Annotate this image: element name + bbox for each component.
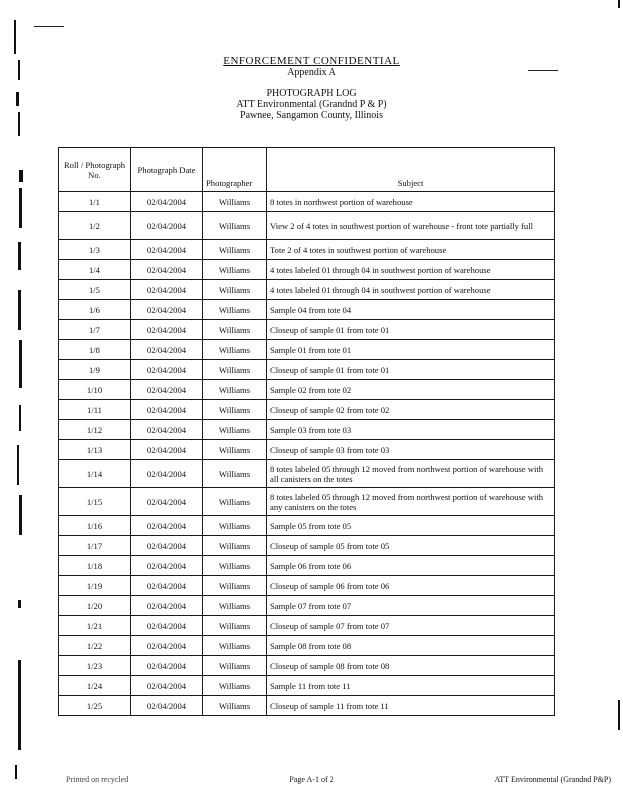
cell-photographer: Williams [203, 300, 267, 320]
cell-photographer: Williams [203, 240, 267, 260]
appendix-label: Appendix A [287, 67, 336, 78]
cell-subject: Closeup of sample 03 from tote 03 [267, 440, 555, 460]
header-rule [528, 70, 558, 71]
table-row [59, 400, 555, 420]
cell-photographer: Williams [203, 320, 267, 340]
cell-roll: 1/15 [59, 488, 131, 516]
cell-photographer: Williams [203, 556, 267, 576]
cell-roll: 1/2 [59, 212, 131, 240]
cell-roll: 1/5 [59, 280, 131, 300]
header-roll: Roll / Photograph No. [59, 148, 131, 192]
cell-roll: 1/25 [59, 696, 131, 716]
cell-roll: 1/1 [59, 192, 131, 212]
table-row [59, 536, 555, 556]
cell-subject: Sample 08 from tote 08 [267, 636, 555, 656]
table-row [59, 320, 555, 340]
cell-date: 02/04/2004 [131, 556, 203, 576]
log-title: PHOTOGRAPH LOG [266, 88, 357, 99]
cell-subject: Closeup of sample 05 from tote 05 [267, 536, 555, 556]
cell-subject: 8 totes labeled 05 through 12 moved from northwest portion of warehouse with any canisters on the totes [267, 488, 555, 516]
photo-log-table-wrap [58, 147, 554, 716]
page-number: Page A-1 of 2 [289, 775, 334, 784]
table-row [59, 576, 555, 596]
site-location: Pawnee, Sangamon County, Illinois [240, 110, 383, 121]
cell-date: 02/04/2004 [131, 300, 203, 320]
cell-subject: Closeup of sample 08 from tote 08 [267, 656, 555, 676]
cell-photographer: Williams [203, 536, 267, 556]
table-row [59, 360, 555, 380]
cell-subject: Sample 07 from tote 07 [267, 596, 555, 616]
table-row [59, 212, 555, 240]
cell-date: 02/04/2004 [131, 212, 203, 240]
header-photographer: Photographer [203, 148, 267, 192]
cell-photographer: Williams [203, 192, 267, 212]
cell-date: 02/04/2004 [131, 320, 203, 340]
table-header-row [59, 148, 555, 192]
cell-date: 02/04/2004 [131, 400, 203, 420]
cell-subject: Closeup of sample 02 from tote 02 [267, 400, 555, 420]
cell-roll: 1/22 [59, 636, 131, 656]
table-row [59, 420, 555, 440]
table-row [59, 656, 555, 676]
cell-subject: Sample 06 from tote 06 [267, 556, 555, 576]
cell-date: 02/04/2004 [131, 536, 203, 556]
scan-edge-marks-left [12, 20, 26, 780]
cell-roll: 1/7 [59, 320, 131, 340]
cell-date: 02/04/2004 [131, 488, 203, 516]
cell-date: 02/04/2004 [131, 516, 203, 536]
table-row [59, 556, 555, 576]
table-row [59, 280, 555, 300]
corner-rule [34, 26, 64, 27]
cell-roll: 1/9 [59, 360, 131, 380]
table-row [59, 260, 555, 280]
cell-roll: 1/12 [59, 420, 131, 440]
cell-roll: 1/20 [59, 596, 131, 616]
table-row [59, 340, 555, 360]
cell-date: 02/04/2004 [131, 260, 203, 280]
cell-roll: 1/6 [59, 300, 131, 320]
cell-date: 02/04/2004 [131, 420, 203, 440]
table-row [59, 460, 555, 488]
table-row [59, 696, 555, 716]
table-row [59, 488, 555, 516]
footer-site-name: ATT Environmental (Grandnd P&P) [494, 775, 611, 784]
cell-photographer: Williams [203, 656, 267, 676]
cell-photographer: Williams [203, 212, 267, 240]
cell-date: 02/04/2004 [131, 192, 203, 212]
cell-roll: 1/13 [59, 440, 131, 460]
cell-photographer: Williams [203, 420, 267, 440]
cell-roll: 1/14 [59, 460, 131, 488]
cell-subject: Sample 01 from tote 01 [267, 340, 555, 360]
cell-photographer: Williams [203, 460, 267, 488]
cell-photographer: Williams [203, 516, 267, 536]
cell-subject: Sample 05 from tote 05 [267, 516, 555, 536]
cell-date: 02/04/2004 [131, 696, 203, 716]
footer-left-note: Printed on recycled [66, 775, 129, 784]
cell-photographer: Williams [203, 260, 267, 280]
cell-subject: Closeup of sample 06 from tote 06 [267, 576, 555, 596]
table-row [59, 440, 555, 460]
cell-photographer: Williams [203, 400, 267, 420]
photo-log-table [58, 147, 555, 716]
table-row [59, 636, 555, 656]
cell-date: 02/04/2004 [131, 340, 203, 360]
cell-photographer: Williams [203, 636, 267, 656]
cell-date: 02/04/2004 [131, 380, 203, 400]
cell-photographer: Williams [203, 488, 267, 516]
table-row [59, 192, 555, 212]
table-row [59, 676, 555, 696]
cell-date: 02/04/2004 [131, 440, 203, 460]
cell-subject: Closeup of sample 01 from tote 01 [267, 320, 555, 340]
cell-roll: 1/3 [59, 240, 131, 260]
cell-roll: 1/8 [59, 340, 131, 360]
cell-roll: 1/24 [59, 676, 131, 696]
cell-subject: 4 totes labeled 01 through 04 in southwest portion of warehouse [267, 260, 555, 280]
cell-subject: 8 totes labeled 05 through 12 moved from northwest portion of warehouse with all canisters on the totes [267, 460, 555, 488]
cell-photographer: Williams [203, 576, 267, 596]
cell-date: 02/04/2004 [131, 576, 203, 596]
cell-photographer: Williams [203, 380, 267, 400]
table-row [59, 616, 555, 636]
cell-subject: 8 totes in northwest portion of warehouse [267, 192, 555, 212]
cell-roll: 1/19 [59, 576, 131, 596]
cell-date: 02/04/2004 [131, 676, 203, 696]
cell-roll: 1/11 [59, 400, 131, 420]
confidential-label: ENFORCEMENT CONFIDENTIAL [223, 55, 400, 67]
cell-roll: 1/18 [59, 556, 131, 576]
document-header [0, 56, 623, 121]
cell-photographer: Williams [203, 280, 267, 300]
header-date: Photograph Date [131, 148, 203, 192]
cell-subject: Closeup of sample 11 from tote 11 [267, 696, 555, 716]
cell-subject: Sample 11 from tote 11 [267, 676, 555, 696]
table-row [59, 380, 555, 400]
cell-date: 02/04/2004 [131, 656, 203, 676]
cell-subject: Sample 04 from tote 04 [267, 300, 555, 320]
cell-roll: 1/4 [59, 260, 131, 280]
cell-photographer: Williams [203, 440, 267, 460]
site-name: ATT Environmental (Grandnd P & P) [236, 99, 387, 110]
cell-photographer: Williams [203, 676, 267, 696]
cell-date: 02/04/2004 [131, 280, 203, 300]
cell-date: 02/04/2004 [131, 460, 203, 488]
cell-date: 02/04/2004 [131, 596, 203, 616]
cell-subject: Sample 03 from tote 03 [267, 420, 555, 440]
table-row [59, 516, 555, 536]
cell-date: 02/04/2004 [131, 360, 203, 380]
table-row [59, 300, 555, 320]
cell-date: 02/04/2004 [131, 240, 203, 260]
cell-roll: 1/21 [59, 616, 131, 636]
cell-subject: Sample 02 from tote 02 [267, 380, 555, 400]
cell-roll: 1/17 [59, 536, 131, 556]
cell-date: 02/04/2004 [131, 616, 203, 636]
cell-roll: 1/16 [59, 516, 131, 536]
cell-subject: 4 totes labeled 01 through 04 in southwest portion of warehouse [267, 280, 555, 300]
table-row [59, 240, 555, 260]
cell-photographer: Williams [203, 696, 267, 716]
cell-date: 02/04/2004 [131, 636, 203, 656]
cell-photographer: Williams [203, 340, 267, 360]
cell-roll: 1/10 [59, 380, 131, 400]
cell-photographer: Williams [203, 360, 267, 380]
cell-roll: 1/23 [59, 656, 131, 676]
cell-photographer: Williams [203, 596, 267, 616]
cell-photographer: Williams [203, 616, 267, 636]
table-row [59, 596, 555, 616]
header-subject: Subject [267, 148, 555, 192]
cell-subject: View 2 of 4 totes in southwest portion of warehouse - front tote partially full [267, 212, 555, 240]
cell-subject: Closeup of sample 07 from tote 07 [267, 616, 555, 636]
cell-subject: Closeup of sample 01 from tote 01 [267, 360, 555, 380]
cell-subject: Tote 2 of 4 totes in southwest portion of warehouse [267, 240, 555, 260]
